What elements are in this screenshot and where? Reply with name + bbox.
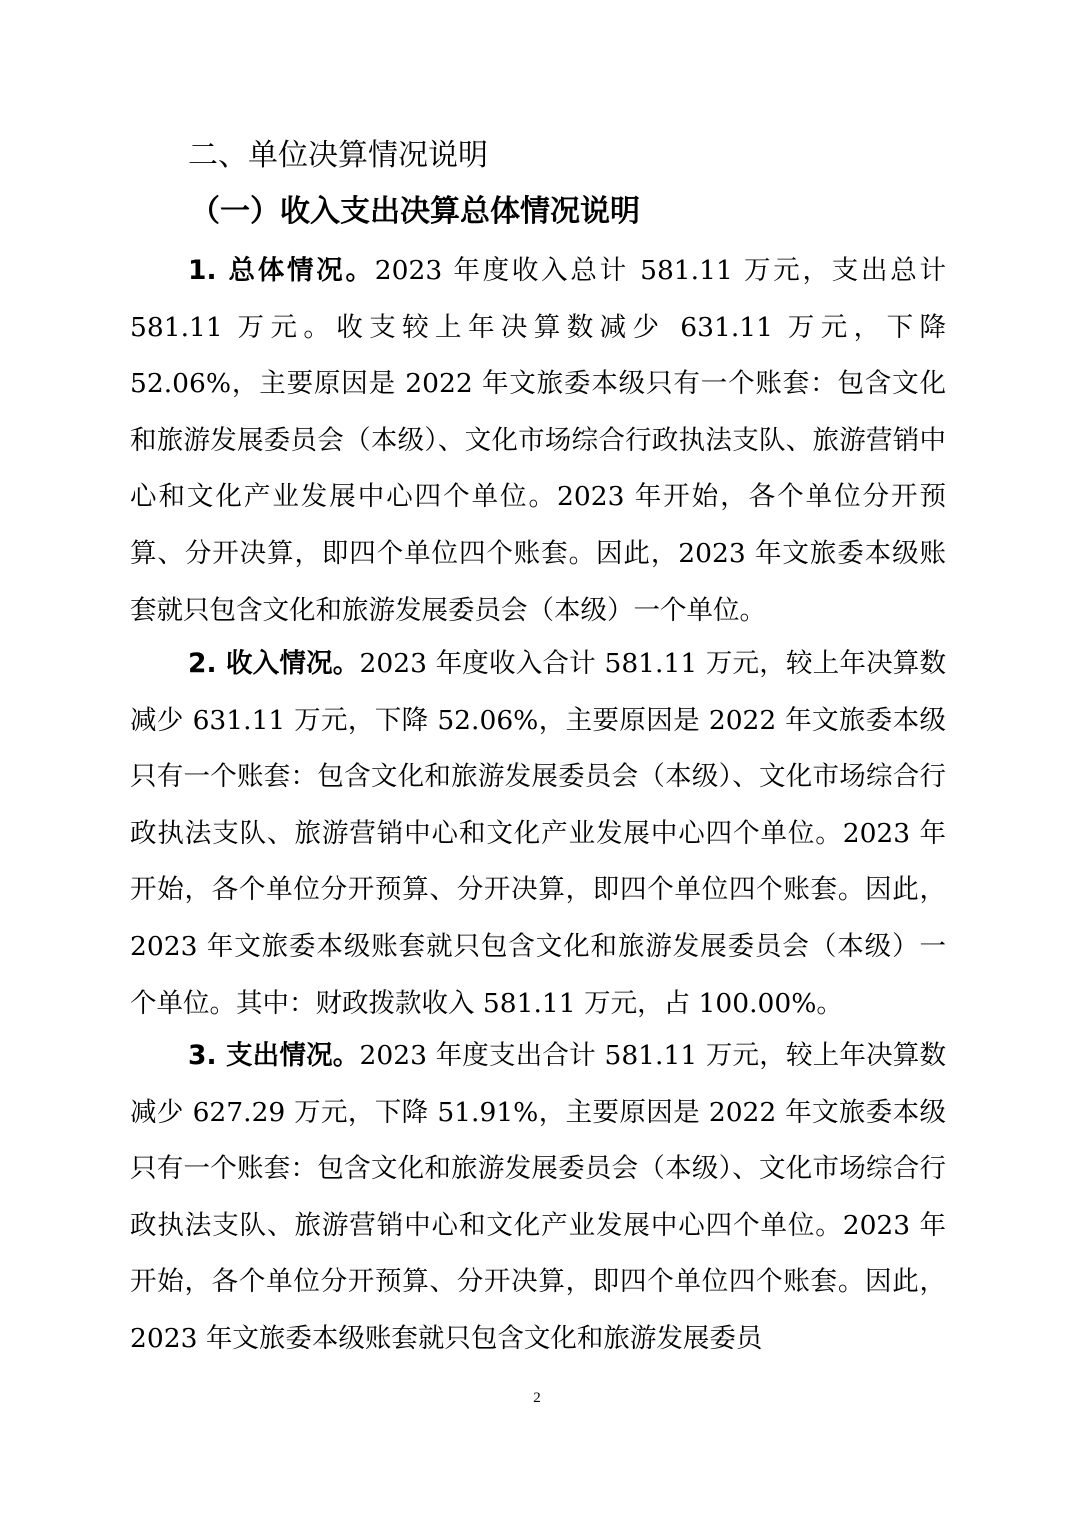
- paragraph-lead: 1. 总体情况。: [188, 255, 375, 286]
- section-heading: 二、单位决算情况说明: [188, 138, 488, 173]
- paragraph-overall: [130, 243, 946, 639]
- paragraph-income: [130, 636, 946, 1032]
- paragraph-lead: 2. 收入情况。: [188, 648, 360, 679]
- paragraph-text: 2023 年度收入合计 581.11 万元，较上年决算数减少 631.11 万元，下降 52.06%，主要原因是 2022 年文旅委本级只有一个账套：包含文化和旅游发展委员会（本级）、文化市场综合行政执法支队、旅游营销中心和文化产业发展中心四个单位。2023 年开始，各个单位分开预算、分开决算，即四个单位四个账套。因此，2023 年文旅委本级账套就只包含文化和旅游发展委员会（本级）一个单位。其中：财政拨款收入 581.11 万元，占 100.00%。: [130, 648, 947, 1019]
- subsection-heading: （一）收入支出决算总体情况说明: [190, 194, 640, 229]
- page-number: 2: [533, 1390, 541, 1406]
- paragraph-expenditure: [130, 1028, 946, 1368]
- paragraph-lead: 3. 支出情况。: [188, 1040, 360, 1071]
- paragraph-text: 2023 年度支出合计 581.11 万元，较上年决算数减少 627.29 万元，下降 51.91%，主要原因是 2022 年文旅委本级只有一个账套：包含文化和旅游发展委员会（本级）、文化市场综合行政执法支队、旅游营销中心和文化产业发展中心四个单位。2023 年开始，各个单位分开预算、分开决算，即四个单位四个账套。因此，2023 年文旅委本级账套就只包含文化和旅游发展委员: [130, 1040, 947, 1354]
- paragraph-text: 2023 年度收入总计 581.11 万元，支出总计 581.11 万元。收支较上年决算数减少 631.11 万元，下降 52.06%，主要原因是 2022 年文旅委本级只有一个账套：包含文化和旅游发展委员会（本级）、文化市场综合行政执法支队、旅游营销中心和文化产业发展中心四个单位。2023 年开始，各个单位分开预算、分开决算，即四个单位四个账套。因此，2023 年文旅委本级账套就只包含文化和旅游发展委员会（本级）一个单位。: [130, 255, 947, 626]
